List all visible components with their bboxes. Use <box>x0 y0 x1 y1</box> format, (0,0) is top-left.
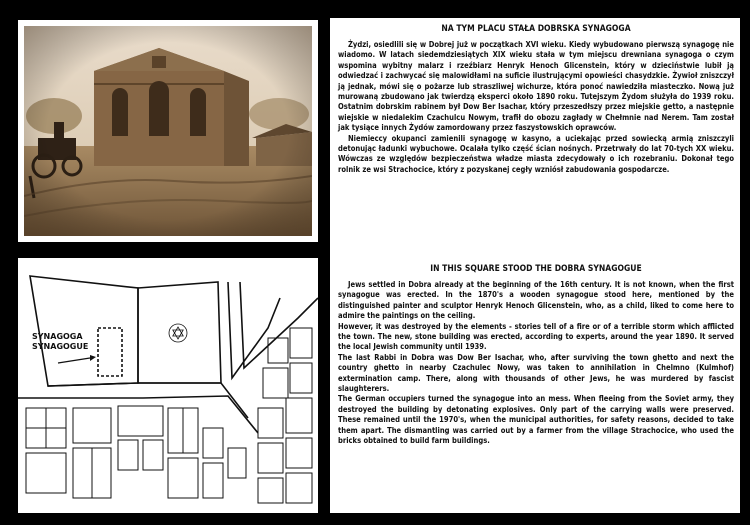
english-paragraph-4: The German occupiers turned the synagogue into an mess. When fleeing from the Soviet army, they destroyed the building by detonating explosives. Only part of the carrying walls were preserved. These remained until the 1970's, when the municipal authorities, for safety reasons, decided to take them apart. The dismantling was carried out by a farmer from the village Strachocice, who used the bricks obtained to build farm buildings. <box>338 394 734 446</box>
synagogue-label-en: SYNAGOGUE <box>32 342 89 351</box>
polish-heading: NA TYM PLACU STAŁA DOBRSKA SYNAGOGA <box>441 24 631 34</box>
site-map <box>18 258 318 513</box>
star-of-david-icon <box>169 324 187 342</box>
english-paragraph-2: However, it was destroyed by the elements - stories tell of a fire or of a terrible storm which afflicted the town. The new, stone building was erected, according to experts, around the year 1890. It served the local Jewish community until 1939. <box>338 321 734 352</box>
photo-frame <box>18 20 318 242</box>
polish-paragraph-2: Niemieccy okupanci zamienili synagogę w kasyno, a uciekając przed sowiecką armią zniszczyli detonując ładunki wybuchowe. Ocalała tylko część ścian nośnych. Przetrwały do lat 70-tych XX wieku. Wówczas ze względów bezpieczeństwa władze miasta zdecydowały o ich rozebraniu. Dokonał tego rolnik ze wsi Strachocice, który z pozyskanej cegły wzniósł zabudowania gospodarcze. <box>338 133 734 174</box>
english-paragraph-3: The last Rabbi in Dobra was Dow Ber Isachar, who, after surviving the town ghetto and next the country ghetto in nearby Czachulec Nowy, was taken to annihilation in Chelmno (Kulmhof) extermination camp. There, along with thousands of other Jews, he was murdered by fascist slaughterers. <box>338 352 734 394</box>
text-panel <box>330 18 740 513</box>
synagogue-photo <box>24 26 312 236</box>
english-heading: IN THIS SQUARE STOOD THE DOBRA SYNAGOGUE <box>430 264 642 274</box>
english-section <box>338 258 734 513</box>
site-map-drawing <box>18 258 318 513</box>
polish-section <box>338 18 734 256</box>
english-paragraph-1: Jews settled in Dobra already at the beginning of the 16th century. It is not known, when the first synagogue was erected. In the 1870's a wooden synagogue stood here, mentioned by the distinguished painter and sculptor Henryk Henoch Glicenstein, who, as a child, liked to come here to admire the paintings on the ceiling. <box>338 280 734 321</box>
polish-paragraph-1: Żydzi, osiedlili się w Dobrej już w początkach XVI wieku. Kiedy wybudowano pierwszą synagogę nie wiadomo. W latach siedemdziesiątych XIX wieku stała w tym miejscu drewniana synagoga o czym wspomina wybitny malarz i rzeźbiarz Henryk Henoch Glicenstein, który w dzieciństwie lubił ją odwiedzać i zachwycać się malowidłami na suficie ilustrującymi opowieści chasydzkie. Żywioł zniszczył ją jednak, mówi się o pożarze lub straszliwej wichurze, która ponoć nawiedziła miasteczko. Nową już murowaną zbudowano jak twierdzą eksperci około 1890 roku. Tutejszym Żydom służyła do 1939 roku. Ostatnim dobrskim rabinem był Dow Ber Isachar, który przeszedłszy przez miejskie getto, a następnie wiejskie w niedalekim Czachulcu Nowym, trafił do obozu zagłady w Chełmnie nad Nerem. Tam został jak tysiące innych Żydów zamordowany przez faszystowskich oprawców. <box>338 40 734 133</box>
synagogue-label-pl: SYNAGOGA <box>32 332 83 341</box>
arrow-right-icon <box>58 355 96 363</box>
